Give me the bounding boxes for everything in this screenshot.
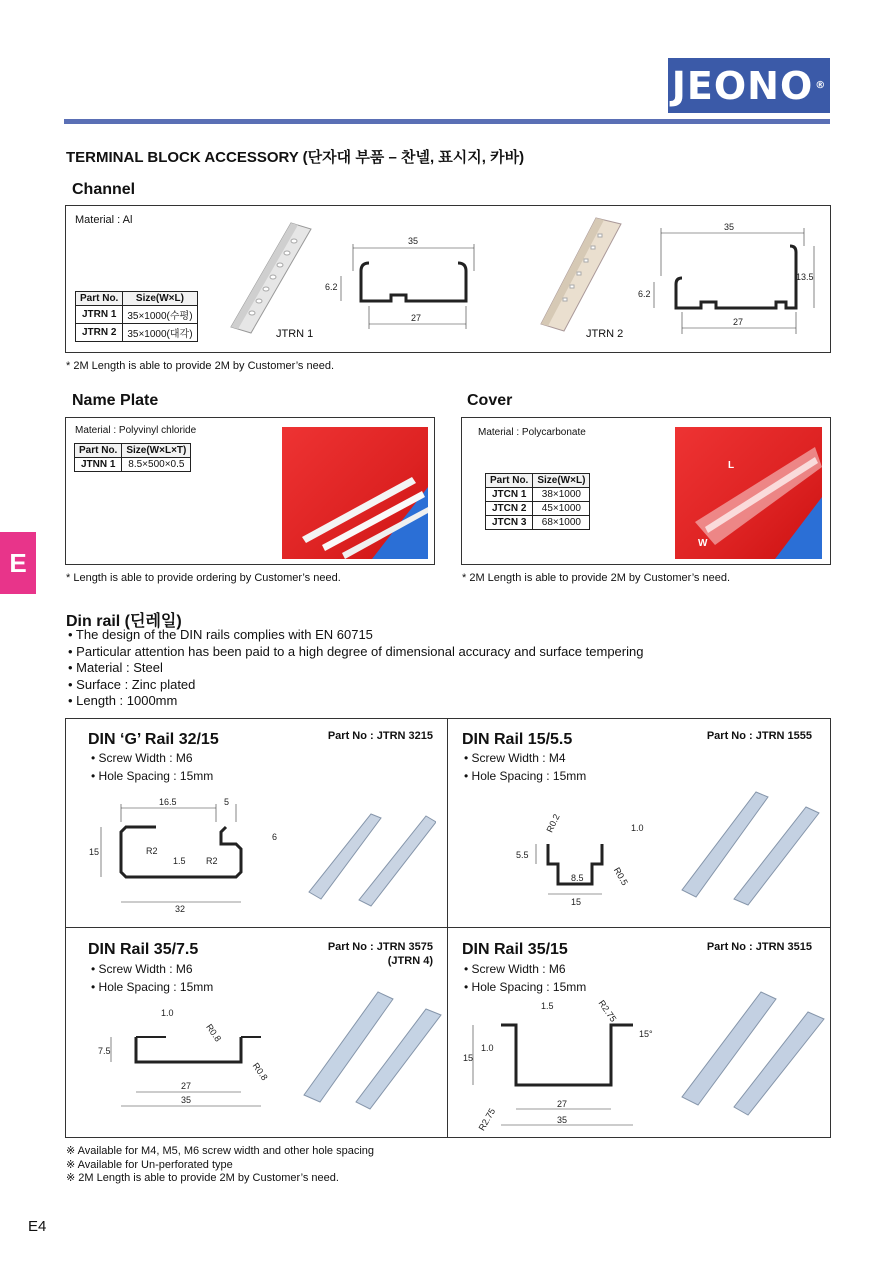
din-15-rail-image bbox=[676, 787, 821, 907]
din-35-7-rail-drawing bbox=[86, 1004, 286, 1124]
din-dim: R2 bbox=[146, 846, 158, 856]
cover-row-size: 38×1000 bbox=[533, 488, 590, 502]
din-dim: 27 bbox=[181, 1081, 192, 1091]
din-dim: 1.0 bbox=[481, 1043, 494, 1053]
din-15-rail-drawing bbox=[506, 794, 676, 914]
din-dim: 35 bbox=[181, 1095, 192, 1105]
din-grid bbox=[65, 718, 831, 1138]
din-dim: 15 bbox=[89, 847, 100, 857]
name-plate-header-part: Part No. bbox=[75, 444, 122, 458]
channel-table bbox=[75, 291, 198, 342]
din-cell-spec: • Hole Spacing : 15mm bbox=[91, 980, 214, 994]
channel-header-part: Part No. bbox=[76, 292, 123, 306]
channel-jtrn2-dim-right: 13.5 bbox=[796, 272, 814, 282]
din-dim: 6 bbox=[272, 832, 278, 842]
din-dim: 1.0 bbox=[161, 1008, 174, 1018]
name-plate-box bbox=[65, 417, 435, 565]
name-plate-header-size: Size(W×L×T) bbox=[122, 444, 191, 458]
din-cell-title: DIN Rail 35/15 bbox=[462, 941, 568, 958]
name-plate-row-size: 8.5×500×0.5 bbox=[122, 458, 191, 472]
cover-title: Cover bbox=[467, 392, 513, 409]
channel-jtrn1-image bbox=[216, 221, 316, 336]
channel-row-size: 35×1000(수평) bbox=[123, 306, 197, 324]
din-dim: 1.0 bbox=[631, 823, 644, 833]
channel-jtrn1-dim-top: 35 bbox=[408, 236, 419, 246]
din-dim: 16.5 bbox=[159, 797, 177, 807]
din-dim: 15 bbox=[571, 897, 582, 907]
channel-jtrn2-drawing bbox=[636, 216, 826, 341]
din-dim: R0.5 bbox=[611, 865, 630, 888]
din-cell-spec: • Screw Width : M6 bbox=[91, 962, 193, 976]
din-dim: 5 bbox=[224, 797, 230, 807]
din-bullet: • Material : Steel bbox=[68, 660, 163, 675]
channel-material: Material : Al bbox=[75, 214, 133, 226]
din-footnotes bbox=[66, 1145, 374, 1186]
din-dim: R2 bbox=[206, 856, 218, 866]
cover-row-part: JTCN 1 bbox=[486, 488, 533, 502]
channel-jtrn2-dim-bottom: 27 bbox=[733, 317, 744, 327]
din-dim: 15° bbox=[639, 1029, 653, 1039]
din-cell-title: DIN ‘G’ Rail 32/15 bbox=[88, 731, 219, 748]
din-footnote: ※ Available for M4, M5, M6 screw width and other hole spacing bbox=[66, 1145, 374, 1157]
channel-jtrn2-dim-top: 35 bbox=[724, 222, 735, 232]
din-dim: R2.75 bbox=[596, 998, 619, 1024]
din-footnote: ※ 2M Length is able to provide 2M by Customer’s need. bbox=[66, 1172, 339, 1184]
channel-jtrn1-label: JTRN 1 bbox=[276, 328, 314, 340]
din-cell-spec: • Hole Spacing : 15mm bbox=[91, 769, 214, 783]
name-plate-material: Material : Polyvinyl chloride bbox=[75, 425, 197, 436]
din-g-rail-drawing bbox=[86, 794, 286, 919]
din-footnote: ※ Available for Un-perforated type bbox=[66, 1158, 233, 1171]
din-35-7-rail-image bbox=[298, 987, 443, 1112]
brand-reg-mark: ® bbox=[815, 80, 827, 91]
din-dim: 5.5 bbox=[516, 850, 529, 860]
din-cell-spec: • Screw Width : M4 bbox=[464, 751, 566, 765]
brand-name: JEONO bbox=[671, 63, 814, 108]
din-dim: 32 bbox=[175, 904, 186, 914]
channel-jtrn1-dim-bottom: 27 bbox=[411, 313, 422, 323]
cover-header-part: Part No. bbox=[486, 474, 533, 488]
name-plate-note: * Length is able to provide ordering by Customer’s need. bbox=[66, 572, 341, 584]
channel-jtrn2-image bbox=[526, 216, 626, 334]
cover-box bbox=[461, 417, 831, 565]
din-cell-part: Part No : JTRN 3515 bbox=[706, 941, 812, 953]
din-cell-part: Part No : JTRN 3575 bbox=[327, 941, 433, 953]
din-cell-spec: • Hole Spacing : 15mm bbox=[464, 769, 587, 783]
brand-logo bbox=[668, 58, 830, 113]
channel-row-part: JTRN 2 bbox=[76, 324, 123, 342]
din-dim: 27 bbox=[557, 1099, 568, 1109]
din-dim: 1.5 bbox=[173, 856, 186, 866]
din-cell-spec: • Screw Width : M6 bbox=[91, 751, 193, 765]
cover-row-part: JTCN 3 bbox=[486, 516, 533, 530]
cover-material: Material : Polycarbonate bbox=[478, 427, 586, 438]
din-cell-title: DIN Rail 15/5.5 bbox=[462, 731, 573, 748]
din-dim: 8.5 bbox=[571, 873, 584, 883]
channel-jtrn1-drawing bbox=[321, 221, 501, 336]
din-bullet: • Surface : Zinc plated bbox=[68, 676, 196, 692]
header-rule bbox=[64, 119, 830, 124]
din-title: Din rail (딘레일) bbox=[66, 613, 182, 630]
name-plate-row-part: JTNN 1 bbox=[75, 458, 122, 472]
name-plate-image bbox=[282, 427, 428, 559]
din-cell-title: DIN Rail 35/7.5 bbox=[88, 941, 199, 958]
cover-row-size: 68×1000 bbox=[533, 516, 590, 530]
cover-table bbox=[485, 473, 590, 530]
page-title: TERMINAL BLOCK ACCESSORY (단자대 부품 – 찬넬, 표시지, 카바) bbox=[66, 149, 525, 166]
channel-note: * 2M Length is able to provide 2M by Customer’s need. bbox=[66, 360, 335, 372]
channel-jtrn1-dim-left: 6.2 bbox=[325, 282, 338, 292]
channel-jtrn2-label: JTRN 2 bbox=[586, 328, 624, 340]
din-35-15-rail-image bbox=[676, 987, 826, 1117]
channel-row-part: JTRN 1 bbox=[76, 306, 123, 324]
channel-header-size: Size(W×L) bbox=[123, 292, 197, 306]
din-cell-spec: • Hole Spacing : 15mm bbox=[464, 980, 587, 994]
din-grid-vdivider bbox=[447, 719, 448, 1137]
din-bullet: • Particular attention has been paid to a high degree of dimensional accuracy and surface tempering bbox=[68, 643, 644, 659]
name-plate-title: Name Plate bbox=[72, 392, 159, 409]
page-number: E4 bbox=[28, 1218, 47, 1235]
din-dim: 1.5 bbox=[541, 1001, 554, 1011]
din-dim: R0.8 bbox=[204, 1022, 224, 1044]
din-cell-part-alt: (JTRN 4) bbox=[387, 955, 433, 967]
cover-note: * 2M Length is able to provide 2M by Customer’s need. bbox=[462, 572, 731, 584]
din-35-15-rail-drawing bbox=[461, 997, 671, 1137]
din-cell-part: Part No : JTRN 1555 bbox=[706, 730, 812, 742]
section-tab: E bbox=[0, 532, 36, 594]
channel-jtrn2-dim-left: 6.2 bbox=[638, 289, 651, 299]
cover-header-size: Size(W×L) bbox=[533, 474, 590, 488]
channel-box bbox=[65, 205, 831, 353]
din-bullet: • The design of the DIN rails complies with EN 60715 bbox=[68, 627, 373, 642]
cover-row-size: 45×1000 bbox=[533, 502, 590, 516]
din-dim: R0.2 bbox=[544, 812, 562, 834]
din-dim: R2.75 bbox=[476, 1106, 498, 1133]
din-dim: 7.5 bbox=[98, 1046, 111, 1056]
name-plate-table bbox=[74, 443, 191, 472]
cover-image-label-w: W bbox=[698, 538, 708, 549]
din-bullet: • Length : 1000mm bbox=[68, 693, 178, 708]
channel-title: Channel bbox=[72, 181, 136, 198]
din-dim: 15 bbox=[463, 1053, 474, 1063]
din-g-rail-image bbox=[301, 804, 436, 909]
din-grid-hdivider bbox=[66, 927, 830, 928]
din-bullets bbox=[68, 627, 643, 710]
cover-row-part: JTCN 2 bbox=[486, 502, 533, 516]
cover-image-label-l: L bbox=[728, 460, 735, 471]
din-cell-part: Part No : JTRN 3215 bbox=[327, 730, 433, 742]
din-cell-spec: • Screw Width : M6 bbox=[464, 962, 566, 976]
channel-row-size: 35×1000(대각) bbox=[123, 324, 197, 342]
din-dim: 35 bbox=[557, 1115, 568, 1125]
din-dim: R0.8 bbox=[250, 1060, 270, 1083]
